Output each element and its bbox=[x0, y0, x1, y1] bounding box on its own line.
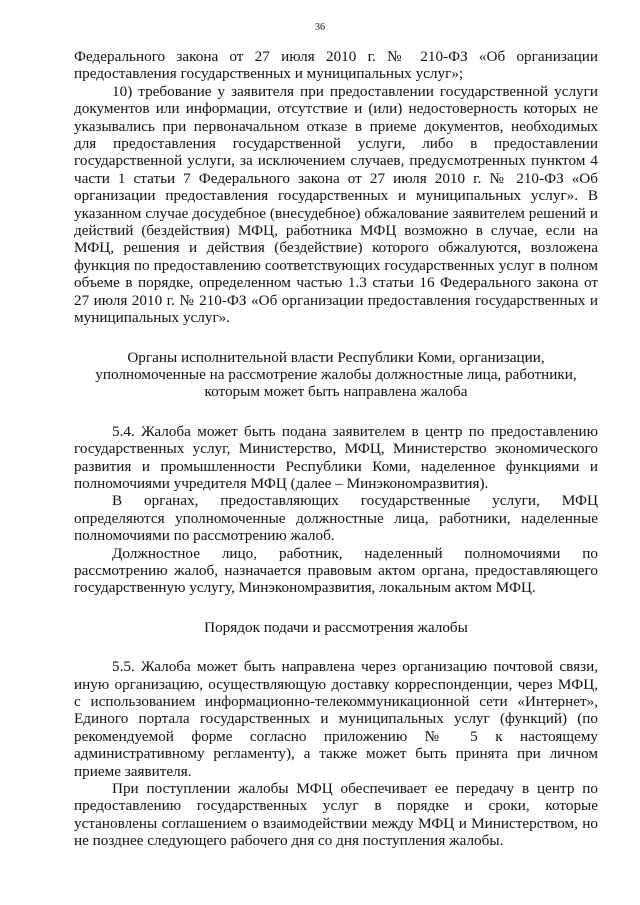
paragraph-item-10: 10) требование у заявителя при предоставлении государственной услуги документов или информации, отсутствие и (или) недостоверность которых не указывались при первоначальном отказе в приеме документов, необходимых для предоставления государственной услуги, либо в предоставлении государственной услуги, за исключением случаев, предусмотренных пунктом 4 части 1 статьи 7 Федерального закона от 27 июля 2010 г. № 210-ФЗ «Об организации предоставления государственных и муниципальных услуг». В указанном случае досудебное (внесудебное) обжалование заявителем решений и действий (бездействия) МФЦ, работника МФЦ возможно в случае, если на МФЦ, решения и действия (бездействие) которого обжалуются, возложена функция по предоставлению соответствующих государственных услуг в полном объеме в порядке, определенном частью 1.3 статьи 16 Федерального закона от 27 июля 2010 г. № 210-ФЗ «Об организации предоставления государственных и муниципальных услуг». bbox=[74, 82, 598, 327]
paragraph-intro: Федерального закона от 27 июля 2010 г. № 210-ФЗ «Об организации предоставления государственных и муниципальных услуг»; bbox=[74, 48, 598, 83]
paragraph-organs-define: В органах, предоставляющих государственные услуги, МФЦ определяются уполномоченные должностные лица, работники, наделенные полномочиями по рассмотрению жалоб. bbox=[74, 492, 598, 545]
document-body bbox=[74, 48, 598, 850]
section-heading-procedure: Порядок подачи и рассмотрения жалобы bbox=[204, 618, 468, 636]
paragraph-5-5: 5.5. Жалоба может быть направлена через организацию почтовой связи, иную организацию, осуществляющую доставку корреспонденции, через МФЦ, с использованием информационно-телекоммуникационной сети «Интернет», Единого портала государственных и муниципальных услуг (функций) (по рекомендуемой форме согласно приложению № 5 к настоящему административному регламенту), а также может быть принята при личном приеме заявителя. bbox=[74, 658, 598, 780]
paragraph-5-4: 5.4. Жалоба может быть подана заявителем в центр по предоставлению государственных услуг, Министерство, МФЦ, Министерство экономического развития и промышленности Республики Коми, наделенное функциями и полномочиями учредителя МФЦ (далее – Минэкономразвития). bbox=[74, 422, 598, 492]
section-heading-organs: Органы исполнительной власти Республики Коми, организации, уполномоченные на рассмотрение жалобы должностные лица, работники, которым может быть направлена жалоба bbox=[95, 348, 577, 401]
paragraph-official: Должностное лицо, работник, наделенный полномочиями по рассмотрению жалоб, назначается правовым актом органа, предоставляющего государственную услугу, Минэкономразвития, локальным актом МФЦ. bbox=[74, 544, 598, 597]
paragraph-receipt: При поступлении жалобы МФЦ обеспечивает ее передачу в центр по предоставлению государственных услуг в порядке и сроки, которые установлены соглашением о взаимодействии между МФЦ и Министерством, но не позднее следующего рабочего дня со дня поступления жалобы. bbox=[74, 780, 598, 850]
page-number: 36 bbox=[315, 22, 325, 33]
